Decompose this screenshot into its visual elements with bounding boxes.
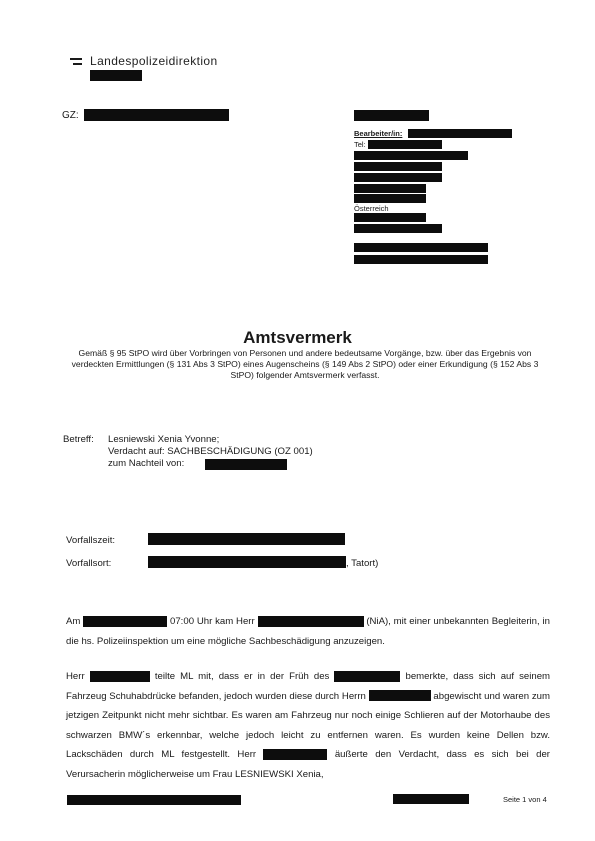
redacted-org-unit — [90, 70, 142, 81]
paragraph-1 — [66, 612, 550, 651]
redacted-person — [263, 749, 327, 760]
redacted-contact-line — [354, 224, 442, 233]
redacted-person — [369, 690, 431, 701]
vorfallszeit-label: Vorfallszeit: — [66, 535, 116, 546]
redacted-date — [334, 671, 400, 682]
redacted-contact-line — [354, 184, 426, 193]
betreff-label: Betreff: — [63, 434, 94, 445]
redacted-contact-line — [354, 213, 426, 222]
redacted-address-top — [354, 110, 429, 121]
redacted-gz — [84, 109, 229, 121]
vorfallsort-label: Vorfallsort: — [66, 558, 112, 569]
paragraph-1-text: 07:00 Uhr kam Herr — [170, 616, 255, 627]
organization-name: Landespolizeidirektion — [90, 54, 218, 68]
austria-logo-icon — [70, 58, 82, 67]
redacted-email — [354, 255, 488, 264]
tatort-suffix: , Tatort) — [346, 558, 379, 569]
document-title: Amtsvermerk — [243, 328, 352, 347]
betreff-line-1: Lesniewski Xenia Yvonne; — [108, 434, 220, 445]
redacted-contact-line — [354, 173, 442, 182]
redacted-contact-line — [354, 151, 468, 160]
paragraph-2-text: Herr — [66, 671, 85, 682]
redacted-footer-right — [393, 794, 469, 804]
redacted-incident-location — [148, 556, 346, 568]
country-label: Österreich — [354, 204, 389, 213]
gz-label: GZ: — [62, 110, 79, 121]
paragraph-2-text: abgewischt und waren zum jetzigen Zeitpunkt nicht mehr sichtbar. Es waren am Fahrzeug nur noch einige Schlieren auf der Motorhaube des schwarzen BMW´s erkennbar, welche jedoch leicht zu entfernen waren. Es wurden keine Dellen bzw. Lackschäden durch ML festgestellt. Herr — [66, 690, 550, 760]
tel-label: Tel: — [354, 140, 366, 149]
paragraph-2-text: teilte ML mit, dass er in der Früh des — [154, 671, 330, 682]
page-number: Seite 1 von 4 — [503, 795, 547, 804]
redacted-victim — [205, 459, 287, 470]
paragraph-1-text: (NiA), mit einer unbekannten Begleiterin, in die hs. Polizeiinspektion um eine mögliche Sachbeschädigung anzuzeigen. — [66, 616, 550, 647]
document-intro: Gemäß § 95 StPO wird über Vorbringen von Personen und andere bedeutsame Vorgänge, bzw. über das Ergebnis von verdeckten Ermittlungen (§ 131 Abs 3 StPO) eines Augenscheins (§ 149 Abs 2 StPO) oder einer Erkundigung (§ 152 Abs 3 StPO) folgender Amtsvermerk verfasst. — [71, 348, 539, 380]
betreff-line-2: Verdacht auf: SACHBESCHÄDIGUNG (OZ 001) — [108, 446, 313, 457]
redacted-tel — [368, 140, 442, 149]
betreff-line-3: zum Nachteil von: — [108, 458, 185, 469]
redacted-bearbeiter — [408, 129, 512, 138]
redacted-contact-line — [354, 194, 426, 203]
redacted-footer-left — [67, 795, 241, 805]
paragraph-2 — [66, 667, 550, 784]
paragraph-1-text: Am — [66, 616, 81, 627]
redacted-person — [258, 616, 364, 627]
redacted-incident-time — [148, 533, 345, 545]
bearbeiter-label: Bearbeiter/in: — [354, 129, 403, 138]
paragraph-2-text: äußerte den Verdacht, dass es sich bei der Verursacherin möglicherweise um Frau LESNIEWSKI Xenia, — [66, 749, 550, 780]
redacted-date — [83, 616, 167, 627]
redacted-contact-line — [354, 162, 442, 171]
paragraph-2-text: bemerkte, dass sich auf seinem Fahrzeug Schuhabdrücke befanden, jedoch wurden diese durch Herrn — [66, 671, 551, 702]
redacted-email — [354, 243, 488, 252]
redacted-person — [90, 671, 150, 682]
